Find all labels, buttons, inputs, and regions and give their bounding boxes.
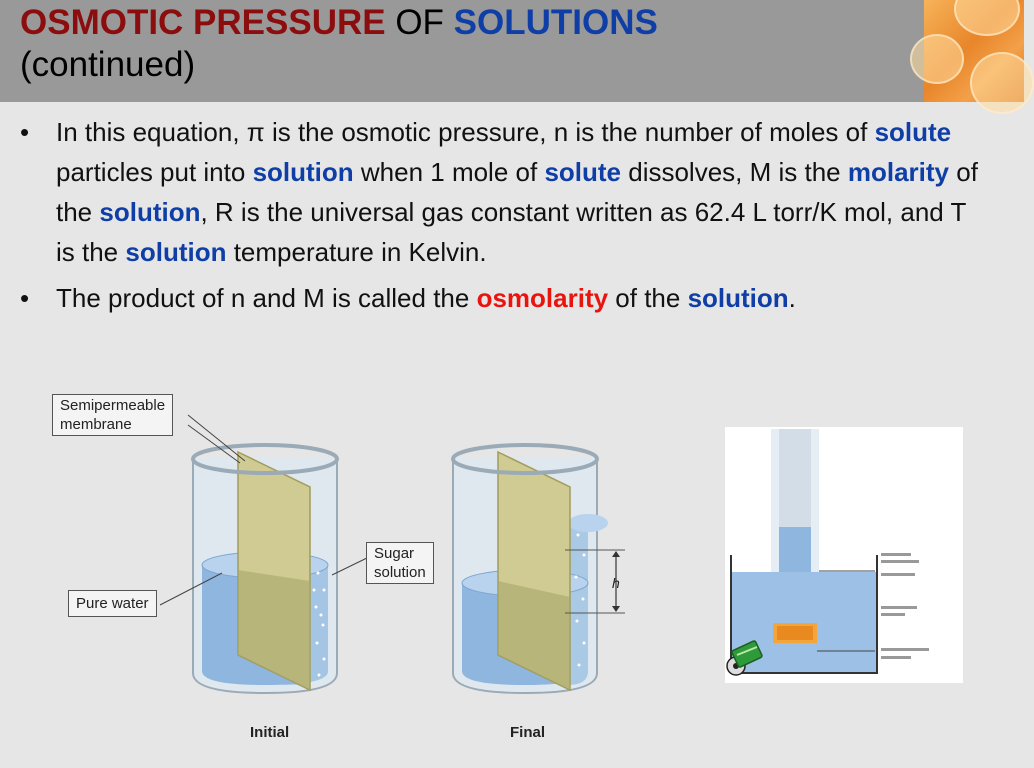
slide-title [20, 2, 658, 86]
bullet-text: temperature in Kelvin. [226, 237, 487, 267]
bullet-text: . [788, 283, 796, 313]
semipermeable-membrane-callout [52, 394, 173, 436]
keyword-solution: solution [99, 197, 201, 227]
membrane-label-line2: membrane [60, 416, 132, 433]
title-part-osmotic-pressure: OSMOTIC PRESSURE [20, 3, 386, 42]
bullet-text: dissolves, M is the [621, 157, 848, 187]
bullet-text: of the [56, 157, 978, 227]
final-beaker [453, 445, 608, 693]
keyword-solution: solution [125, 237, 227, 267]
keyword-solute: solute [544, 157, 622, 187]
bullet-text: particles put into [56, 157, 253, 187]
keyword-solution: solution [687, 283, 789, 313]
sugar-label-line1: Sugar [374, 545, 415, 562]
bullet-list [0, 112, 1024, 324]
pure-water-callout: Pure water [68, 590, 157, 617]
osmosis-apparatus-photo[interactable] [725, 427, 963, 683]
bullet-text: of the [608, 283, 688, 313]
initial-caption: Initial [250, 724, 290, 741]
sugar-label-line2: solution [374, 564, 426, 581]
title-part-of: OF [385, 3, 454, 42]
final-caption: Final [510, 724, 546, 741]
keyword-osmolarity: osmolarity [476, 283, 609, 313]
height-label: h [612, 575, 620, 591]
title-part-solutions: SOLUTIONS [453, 3, 658, 42]
video-reel-icon[interactable] [725, 639, 767, 681]
bullet-text: , R is the universal gas constant written as 62.4 L torr/K mol, and T is the [56, 197, 966, 267]
keyword-molarity: molarity [847, 157, 950, 187]
bullet-text: when 1 mole of [353, 157, 545, 187]
bullet-osmolarity [0, 278, 1024, 318]
keyword-solute: solute [874, 117, 952, 147]
bullet-text: The product of n and M is called the [56, 283, 477, 313]
sugar-solution-callout [366, 542, 434, 584]
title-bar [0, 0, 1024, 102]
bullet-text: In this equation, π is the osmotic pressure, n is the number of moles of [56, 117, 875, 147]
decorative-pills-image [924, 0, 1024, 102]
keyword-solution: solution [252, 157, 354, 187]
initial-beaker [193, 445, 337, 693]
title-continued: (continued) [20, 45, 196, 84]
membrane-label-line1: Semipermeable [60, 397, 166, 414]
bullet-equation-definitions [0, 112, 1024, 272]
